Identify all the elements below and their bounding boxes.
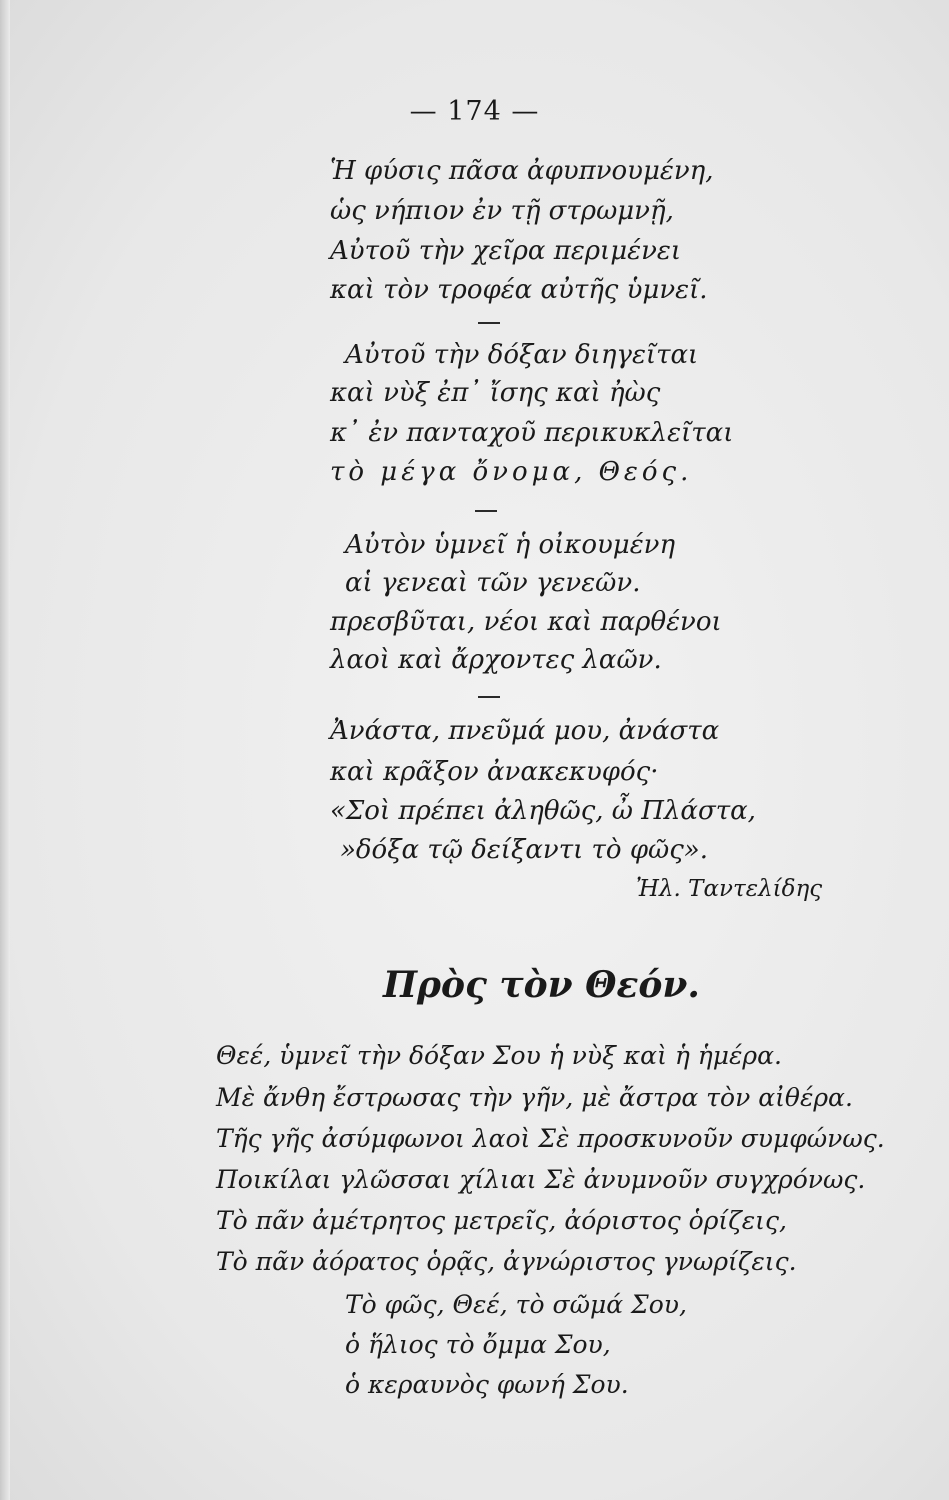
stanza-divider [475,510,497,512]
poem-author: Ἠλ. Ταντελίδης [636,876,823,902]
poem-line: Αὐτοῦ τὴν δόξαν διηγεῖται [345,340,699,370]
poem-line: »δόξα τῷ δείξαντι τὸ φῶς». [340,835,708,865]
poem-line: πρεσβῦται, νέοι καὶ παρθένοι [330,607,722,637]
poem-line: Τὸ πᾶν ἀμέτρητος μετρεῖς, ἀόριστος ὁρίζεις, [216,1206,787,1235]
poem-line: αἱ γενεαὶ τῶν γενεῶν. [345,568,641,598]
poem-line: τὸ μέγα ὄνομα, Θεός. [330,457,693,487]
poem-line: Ἡ φύσις πᾶσα ἀφυπνουμένη, [330,156,714,186]
poem-line: καὶ τὸν τροφέα αὐτῆς ὑμνεῖ. [330,275,708,305]
poem-line: Τῆς γῆς ἀσύμφωνοι λαοὶ Σὲ προσκυνοῦν συμφώνως. [216,1124,885,1153]
poem-line: ὁ ἥλιος τὸ ὄμμα Σου, [345,1330,611,1359]
stanza-divider [478,322,500,324]
poem-line: Θεέ, ὑμνεῖ τὴν δόξαν Σου ἡ νὺξ καὶ ἡ ἡμέρα. [216,1041,782,1070]
poem-line: καὶ νὺξ ἐπ᾽ ἴσης καὶ ἠὼς [330,378,661,408]
poem-line: λαοὶ καὶ ἄρχοντες λαῶν. [330,645,662,675]
poem-line: Αὐτοῦ τὴν χεῖρα περιμένει [330,236,682,266]
stanza-divider [478,696,500,698]
poem-line: «Σοὶ πρέπει ἀληθῶς, ὦ Πλάστα, [330,796,756,826]
poem-line: Ποικίλαι γλῶσσαι χίλιαι Σὲ ἀνυμνοῦν συγχρόνως. [216,1165,866,1194]
poem-line: Ἀνάστα, πνεῦμά μου, ἀνάστα [330,716,720,746]
poem-line: Τὸ πᾶν ἀόρατος ὁρᾷς, ἀγνώριστος γνωρίζεις. [216,1247,797,1276]
poem-line: κ᾽ ἐν πανταχοῦ περικυκλεῖται [330,418,734,448]
poem-line: ὁ κεραυνὸς φωνή Σου. [345,1370,629,1399]
page-spine-shadow [0,0,10,1500]
poem-title: Πρὸς τὸν Θεόν. [383,964,700,1006]
poem-line: ὡς νήπιον ἐν τῇ στρωμνῇ, [330,196,674,226]
poem-line: Τὸ φῶς, Θεέ, τὸ σῶμά Σου, [345,1290,687,1319]
poem-line: Αὐτὸν ὑμνεῖ ἡ οἰκουμένη [345,530,676,560]
poem-line: Μὲ ἄνθη ἔστρωσας τὴν γῆν, μὲ ἄστρα τὸν αἰθέρα. [216,1083,853,1112]
poem-line: καὶ κρᾶξον ἀνακεκυφός· [330,757,659,787]
page-number: — 174 — [409,96,540,127]
